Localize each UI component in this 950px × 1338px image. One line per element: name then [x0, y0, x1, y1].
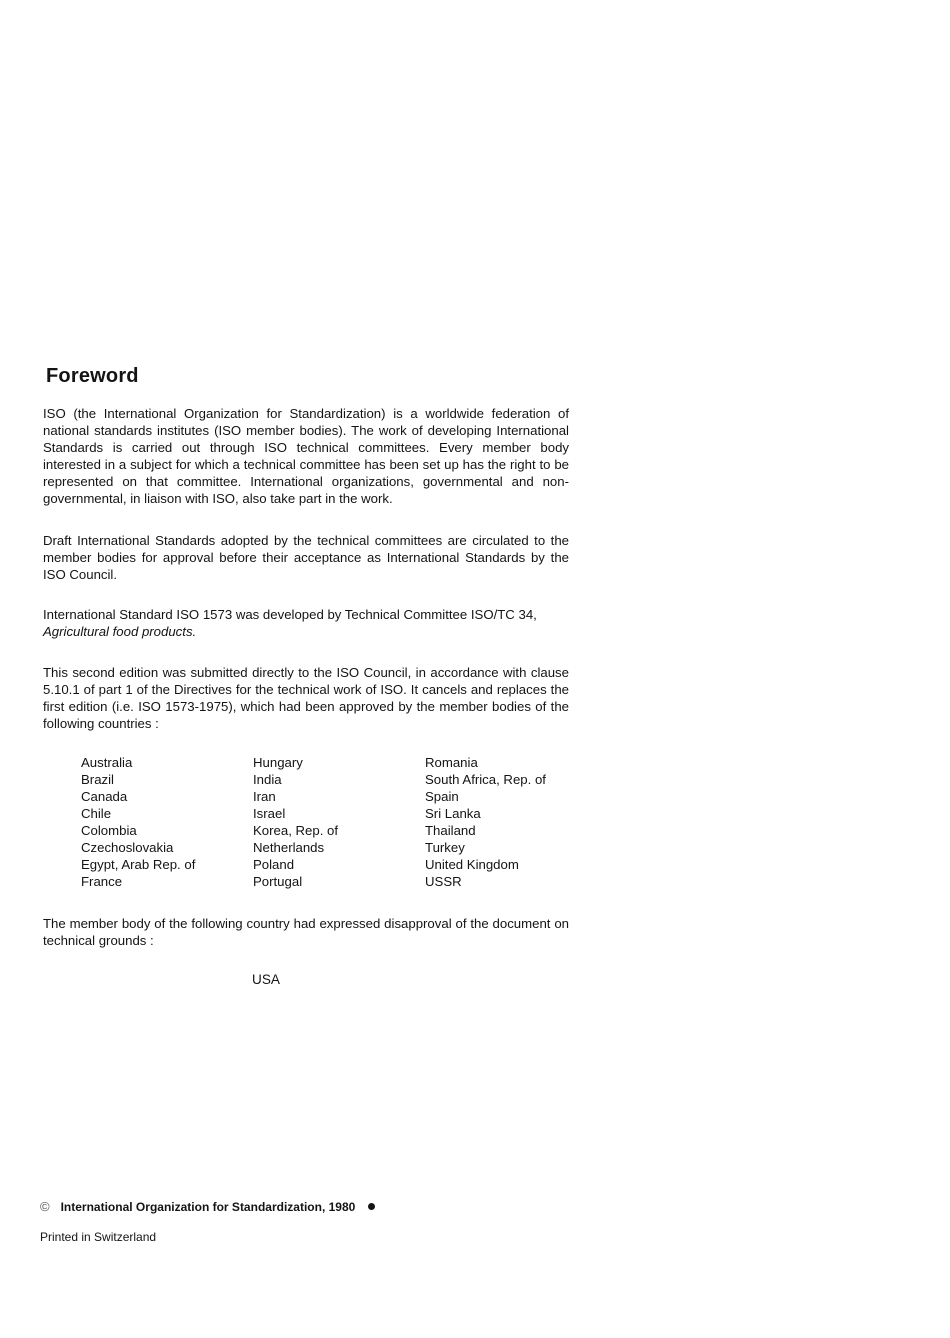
- paragraph-3-text: International Standard ISO 1573 was developed by Technical Committee ISO/TC 34,: [43, 607, 537, 622]
- country-item: Spain: [425, 789, 459, 804]
- country-item: Thailand: [425, 823, 476, 838]
- country-item: Brazil: [81, 772, 114, 787]
- country-item: Netherlands: [253, 840, 325, 855]
- country-item: Czechoslovakia: [81, 840, 174, 855]
- country-item: Australia: [81, 755, 133, 770]
- country-item: South Africa, Rep. of: [425, 772, 546, 787]
- country-item: Turkey: [425, 840, 465, 855]
- copyright-icon: ©: [40, 1199, 50, 1214]
- disapproving-country: USA: [252, 972, 280, 987]
- foreword-paragraph-2: Draft International Standards adopted by the technical committees are circulated to the member bodies for approval before their acceptance as International Standards by the ISO Council.: [43, 533, 569, 582]
- committee-title: Agricultural food products.: [43, 624, 197, 639]
- foreword-heading: Foreword: [46, 365, 139, 387]
- printed-in-note: Printed in Switzerland: [40, 1230, 157, 1244]
- countries-column-3: [425, 754, 546, 890]
- foreword-paragraph-1: ISO (the International Organization for Standardization) is a worldwide federation of national standards institutes (ISO member bodies). The work of developing International Standards is carried out through ISO technical committees. Every member body interested in a subject for which a technical committee has been set up has the right to be represented on that committee. International organizations, governmental and non-governmental, in liaison with ISO, also take part in the work.: [43, 406, 569, 506]
- copyright-line: [40, 1199, 375, 1214]
- country-item: Poland: [253, 857, 295, 872]
- foreword-paragraph-3: [43, 606, 569, 640]
- country-item: Israel: [253, 806, 286, 821]
- country-item: USSR: [425, 874, 462, 889]
- country-item: Hungary: [253, 755, 303, 770]
- country-item: Chile: [81, 806, 112, 821]
- country-item: Colombia: [81, 823, 137, 838]
- foreword-paragraph-5: The member body of the following country had expressed disapproval of the document on technical grounds :: [43, 916, 569, 948]
- country-item: Canada: [81, 789, 128, 804]
- country-item: Egypt, Arab Rep. of: [81, 857, 196, 872]
- country-item: Iran: [253, 789, 276, 804]
- bullet-icon: [368, 1203, 375, 1210]
- country-item: United Kingdom: [425, 857, 519, 872]
- countries-column-2: [253, 754, 338, 890]
- foreword-paragraph-4: This second edition was submitted directly to the ISO Council, in accordance with clause 5.10.1 of part 1 of the Directives for the technical work of ISO. It cancels and replaces the first edition (i.e. ISO 1573-1975), which had been approved by the member bodies of the following countries :: [43, 665, 569, 731]
- country-item: Portugal: [253, 874, 303, 889]
- country-item: France: [81, 874, 123, 889]
- countries-column-1: [81, 754, 195, 890]
- country-item: Romania: [425, 755, 478, 770]
- country-item: Korea, Rep. of: [253, 823, 339, 838]
- country-item: Sri Lanka: [425, 806, 481, 821]
- country-item: India: [253, 772, 282, 787]
- copyright-text: International Organization for Standardization, 1980: [60, 1199, 356, 1214]
